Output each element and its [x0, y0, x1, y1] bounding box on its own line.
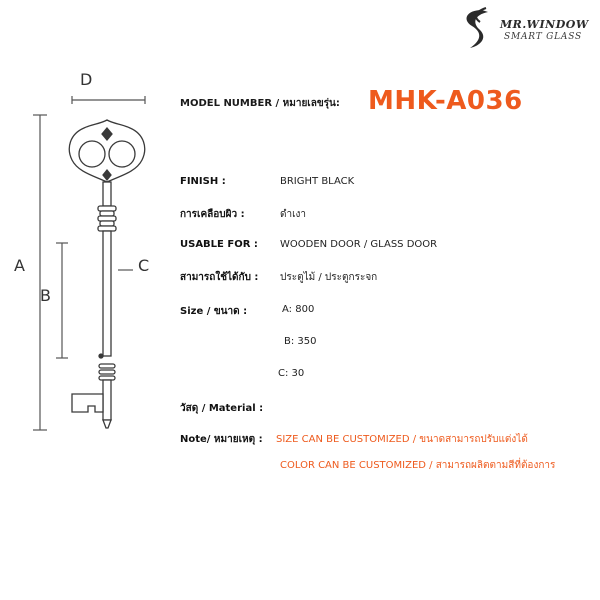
- material-label: วัสดุ / Material :: [180, 403, 264, 414]
- size-b-value: B: 350: [284, 336, 317, 347]
- model-number-label: MODEL NUMBER / หมายเลขรุ่น:: [180, 98, 340, 109]
- logo-title: MR.WINDOW: [500, 18, 589, 31]
- finish-label: FINISH :: [180, 176, 226, 187]
- dim-c-label: C: [138, 256, 150, 275]
- usable-for-th-value: ประตูไม้ / ประตูกระจก: [280, 272, 378, 283]
- usable-for-label: USABLE FOR :: [180, 239, 258, 250]
- finish-value: BRIGHT BLACK: [280, 176, 355, 187]
- usable-for-th-label: สามารถใช้ได้กับ :: [180, 272, 259, 283]
- key-shape: [69, 120, 144, 428]
- note-color-customized: COLOR CAN BE CUSTOMIZED / สามารถผลิตตามสีที่ต้องการ: [280, 460, 556, 471]
- key-diagram: [0, 60, 175, 440]
- usable-for-value: WOODEN DOOR / GLASS DOOR: [280, 239, 438, 250]
- size-c-value: C: 30: [278, 368, 305, 379]
- coating-value: ดำเงา: [280, 209, 307, 220]
- dim-b-label: B: [40, 286, 51, 305]
- coating-label: การเคลือบผิว :: [180, 209, 245, 220]
- note-size-customized: SIZE CAN BE CUSTOMIZED / ขนาดสามารถปรับแต่งได้: [276, 434, 528, 445]
- dim-d-label: D: [80, 70, 93, 89]
- logo-subtitle: SMART GLASS: [504, 32, 583, 42]
- brand-logo: [452, 6, 592, 54]
- size-a-value: A: 800: [282, 304, 315, 315]
- model-number-value: MHK-A036: [368, 86, 523, 116]
- note-label: Note/ หมายเหตุ :: [180, 434, 263, 445]
- dim-a-label: A: [14, 256, 25, 275]
- size-label: Size / ขนาด :: [180, 306, 248, 317]
- product-drawing: [0, 60, 175, 440]
- stylized-s-logo-icon: [452, 6, 502, 54]
